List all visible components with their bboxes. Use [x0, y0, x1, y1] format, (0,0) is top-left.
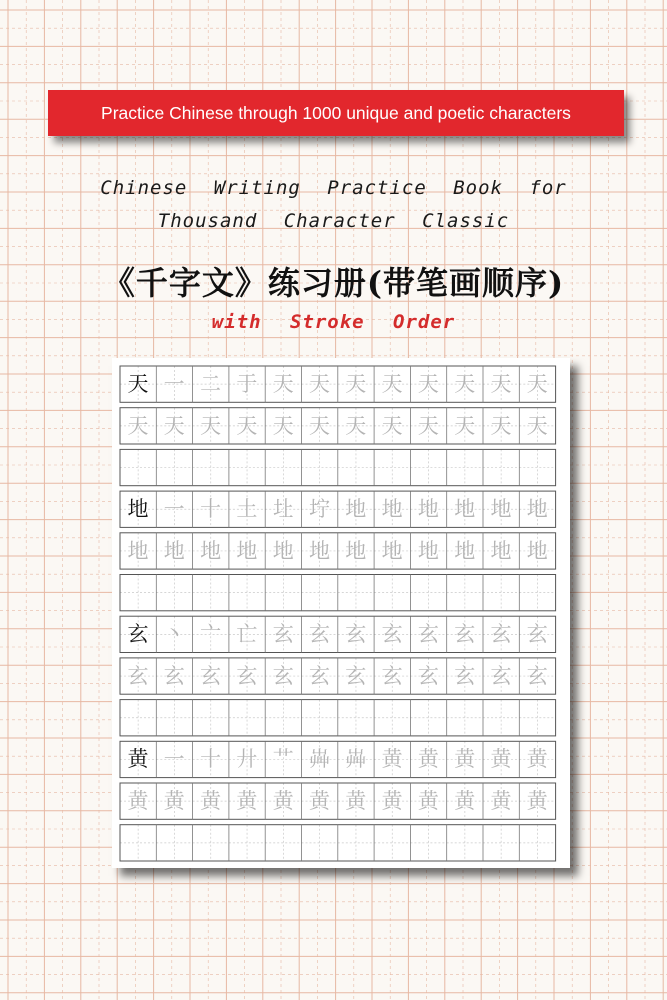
- practice-sheet: [112, 358, 570, 868]
- trace-character: 玄: [526, 622, 548, 647]
- stroke-step-character: 于: [236, 372, 258, 396]
- stroke-step-character: 玄: [272, 622, 294, 647]
- banner-text: Practice Chinese through 1000 unique and poetic characters: [101, 102, 571, 123]
- trace-character: 地: [200, 538, 222, 563]
- stroke-step-character: 坾: [309, 497, 330, 522]
- stroke-step-character: 黄: [490, 747, 512, 772]
- stroke-step-character: 天: [345, 372, 367, 396]
- trace-character: 天: [272, 413, 294, 438]
- trace-character: 天: [345, 413, 367, 438]
- trace-character: 黄: [490, 789, 512, 813]
- trace-character: 黄: [236, 789, 258, 813]
- trace-character: 玄: [309, 663, 330, 688]
- stroke-step-character: 十: [200, 747, 222, 772]
- trace-character: 黄: [200, 789, 222, 813]
- stroke-step-character: 一: [163, 747, 185, 772]
- promo-banner: [48, 90, 624, 136]
- trace-character: 玄: [454, 663, 476, 688]
- trace-character: 地: [490, 538, 512, 563]
- trace-character: 黄: [309, 789, 330, 813]
- model-character: 黄: [127, 747, 149, 772]
- trace-character: 天: [381, 413, 403, 438]
- stroke-step-character: 亡: [236, 622, 258, 647]
- stroke-step-character: 天: [272, 372, 294, 396]
- stroke-step-character: 天: [309, 372, 330, 396]
- trace-character: 天: [127, 413, 149, 438]
- stroke-step-character: 玄: [309, 622, 330, 647]
- trace-character: 玄: [345, 663, 367, 688]
- trace-character: 天: [526, 372, 548, 396]
- stroke-step-character: 黄: [417, 747, 439, 772]
- subtitle-stroke-order: with Stroke Order: [211, 311, 456, 333]
- model-character: 玄: [127, 622, 149, 647]
- trace-character: 玄: [381, 663, 403, 688]
- trace-character: 玄: [127, 663, 149, 688]
- trace-character: 地: [236, 538, 258, 563]
- trace-character: 地: [417, 538, 439, 563]
- stroke-step-character: 芔: [345, 747, 367, 772]
- stroke-step-character: 黄: [381, 747, 403, 772]
- stroke-step-character: 黄: [454, 747, 476, 772]
- trace-character: 黄: [381, 789, 403, 813]
- trace-character: 天: [417, 413, 439, 438]
- trace-character: 地: [526, 497, 548, 522]
- trace-character: 黄: [526, 789, 548, 813]
- trace-character: 玄: [526, 663, 548, 688]
- trace-character: 天: [526, 413, 548, 438]
- trace-character: 玄: [163, 663, 185, 688]
- trace-character: 地: [309, 538, 330, 563]
- stroke-step-character: 土: [236, 497, 258, 522]
- stroke-step-character: 地: [417, 497, 439, 522]
- stroke-step-character: 二: [200, 372, 222, 396]
- english-title-line-1: Chinese Writing Practice Book for: [100, 177, 567, 199]
- trace-character: 地: [454, 538, 476, 563]
- chinese-title: 《千字文》练习册(带笔画顺序): [102, 264, 565, 302]
- trace-character: 地: [345, 538, 367, 563]
- trace-character: 地: [127, 538, 149, 563]
- trace-character: 天: [309, 413, 330, 438]
- stroke-step-character: 十: [200, 497, 222, 522]
- stroke-step-character: 天: [454, 372, 476, 396]
- trace-character: 黄: [417, 789, 439, 813]
- stroke-step-character: 芔: [309, 747, 330, 772]
- stroke-step-character: 廾: [236, 747, 258, 772]
- stroke-step-character: 天: [381, 372, 403, 396]
- trace-character: 地: [272, 538, 294, 563]
- stroke-step-character: 亠: [200, 622, 222, 647]
- trace-character: 玄: [236, 663, 258, 688]
- model-character: 地: [127, 497, 149, 522]
- stroke-step-character: 天: [490, 372, 512, 396]
- trace-character: 天: [236, 413, 258, 438]
- trace-character: 黄: [163, 789, 185, 813]
- trace-character: 黄: [454, 789, 476, 813]
- trace-character: 地: [381, 538, 403, 563]
- trace-character: 玄: [417, 663, 439, 688]
- trace-character: 黄: [127, 789, 149, 813]
- trace-character: 黄: [345, 789, 367, 813]
- stroke-step-character: 地: [345, 497, 367, 522]
- trace-character: 天: [200, 413, 222, 438]
- trace-character: 天: [490, 413, 512, 438]
- trace-character: 天: [163, 413, 185, 438]
- stroke-step-character: 玄: [381, 622, 403, 647]
- trace-character: 玄: [272, 663, 294, 688]
- stroke-step-character: 地: [381, 497, 403, 522]
- stroke-step-character: 地: [454, 497, 476, 522]
- trace-character: 黄: [272, 789, 294, 813]
- stroke-step-character: 玄: [454, 622, 476, 647]
- stroke-step-character: 玄: [490, 622, 512, 647]
- trace-character: 玄: [200, 663, 222, 688]
- stroke-step-character: 艹: [272, 747, 294, 772]
- stroke-step-character: 天: [417, 372, 439, 396]
- model-character: 天: [127, 372, 149, 396]
- stroke-step-character: 玄: [417, 622, 439, 647]
- trace-character: 地: [526, 538, 548, 563]
- trace-character: 黄: [526, 747, 548, 772]
- english-title-line-2: Thousand Character Classic: [157, 210, 510, 232]
- trace-character: 玄: [490, 663, 512, 688]
- stroke-step-character: 地: [490, 497, 512, 522]
- stroke-step-character: 一: [163, 372, 185, 396]
- stroke-step-character: 圵: [272, 497, 294, 522]
- stroke-step-character: 一: [163, 497, 185, 522]
- trace-character: 天: [454, 413, 476, 438]
- trace-character: 地: [163, 538, 185, 563]
- stroke-step-character: 丶: [163, 622, 185, 647]
- stroke-step-character: 玄: [345, 622, 367, 647]
